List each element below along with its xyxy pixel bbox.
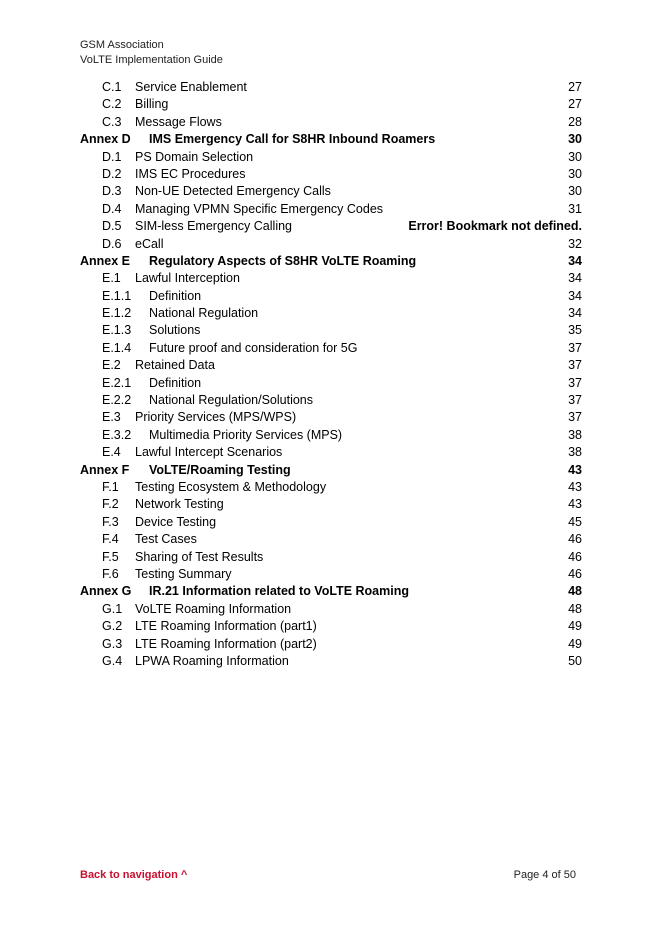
toc-entry-number: E.3	[102, 410, 121, 425]
toc-entry-title: National Regulation/Solutions	[149, 393, 313, 408]
toc-entry-title: Multimedia Priority Services (MPS)	[149, 427, 343, 442]
toc-entry-number: F.5	[102, 549, 119, 564]
toc-entry-page: 37	[568, 410, 582, 425]
toc-entry-page: 28	[568, 114, 582, 129]
toc-annex-entry[interactable]	[80, 583, 582, 600]
toc-entry-page: 30	[568, 132, 582, 147]
toc-entry-title: LPWA Roaming Information	[135, 653, 289, 668]
toc-entry-page: 32	[568, 236, 582, 251]
toc-entry-page: 50	[568, 653, 582, 668]
toc-entry[interactable]	[80, 444, 582, 461]
toc-entry[interactable]	[80, 340, 582, 357]
toc-annex-entry[interactable]	[80, 131, 582, 148]
toc-entry-number: E.4	[102, 445, 121, 460]
toc-entry[interactable]	[80, 409, 582, 426]
toc-entry-title: Billing	[135, 97, 169, 112]
toc-entry-number: E.2	[102, 358, 121, 373]
toc-annex-entry[interactable]	[80, 253, 582, 270]
toc-entry-number: E.1.2	[102, 306, 132, 321]
toc-entry-title: IR.21 Information related to VoLTE Roaming	[149, 584, 409, 599]
toc-entry-title: VoLTE Roaming Information	[135, 601, 292, 616]
toc-entry-title: IMS Emergency Call for S8HR Inbound Roamers	[149, 132, 436, 147]
toc-entry-number: D.2	[102, 166, 122, 181]
toc-entry-page: 31	[568, 201, 582, 216]
header-doc-title: VoLTE Implementation Guide	[80, 54, 223, 66]
toc-entry[interactable]	[80, 270, 582, 287]
toc-entry-number: F.2	[102, 497, 119, 512]
toc-entry-title: National Regulation	[149, 306, 259, 321]
toc-entry[interactable]	[80, 357, 582, 374]
toc-entry-title: SIM-less Emergency Calling	[135, 219, 292, 234]
toc-entry[interactable]	[80, 531, 582, 548]
toc-entry[interactable]	[80, 514, 582, 531]
toc-entry-page: 37	[568, 375, 582, 390]
toc-entry-page: 34	[568, 306, 582, 321]
toc-entry-number: D.3	[102, 184, 122, 199]
toc-entry-page: 38	[568, 445, 582, 460]
toc-entry-title: Non-UE Detected Emergency Calls	[135, 184, 331, 199]
toc-entry[interactable]	[80, 601, 582, 618]
toc-entry-title: Service Enablement	[135, 80, 247, 94]
toc-entry-title: Priority Services (MPS/WPS)	[135, 410, 297, 425]
toc-entry[interactable]	[80, 218, 582, 235]
toc-entry-number: E.1.1	[102, 288, 132, 303]
toc-entry[interactable]	[80, 653, 582, 670]
toc-entry-title: Managing VPMN Specific Emergency Codes	[135, 201, 384, 216]
toc-entry-page: 38	[568, 427, 582, 442]
toc-entry-title: Network Testing	[135, 497, 224, 512]
toc-entry-number: E.1.4	[102, 340, 132, 355]
page-number: Page 4 of 50	[513, 869, 576, 881]
toc-entry-number: C.3	[102, 114, 122, 129]
toc-entry-page: 45	[568, 514, 582, 529]
toc-entry-number: D.5	[102, 219, 122, 234]
toc-entry-page: 30	[568, 166, 582, 181]
toc-entry[interactable]	[80, 392, 582, 409]
toc-entry-title: LTE Roaming Information (part1)	[135, 619, 317, 634]
toc-entry[interactable]	[80, 79, 582, 96]
toc-entry-page: 43	[568, 497, 582, 512]
toc-entry-number: E.1.3	[102, 323, 132, 338]
toc-entry[interactable]	[80, 236, 582, 253]
toc-entry-number: F.6	[102, 566, 119, 581]
toc-entry-title: Lawful Interception	[135, 271, 240, 286]
toc-entry-page: Error! Bookmark not defined.	[408, 219, 582, 234]
toc-entry-page: 48	[568, 584, 582, 599]
toc-entry-page: 43	[568, 462, 582, 477]
toc-entry-page: 37	[568, 340, 582, 355]
toc-entry-title: Testing Summary	[135, 566, 232, 581]
toc-entry-number: F.1	[102, 479, 119, 494]
toc-entry[interactable]	[80, 636, 582, 653]
toc-entry-number: F.3	[102, 514, 119, 529]
header-org: GSM Association	[80, 39, 164, 51]
toc-entry-page: 49	[568, 636, 582, 651]
toc-entry-page: 30	[568, 184, 582, 199]
toc-entry[interactable]	[80, 375, 582, 392]
toc-entry-title: LTE Roaming Information (part2)	[135, 636, 317, 651]
toc-entry[interactable]	[80, 496, 582, 513]
toc-entry-number: E.1	[102, 271, 121, 286]
toc-entry-title: Definition	[149, 375, 202, 390]
toc-entry-page: 46	[568, 566, 582, 581]
toc-entry-number: Annex D	[80, 132, 131, 147]
toc-entry-page: 37	[568, 393, 582, 408]
toc-entry-number: Annex F	[80, 462, 130, 477]
toc-entry-page: 34	[568, 288, 582, 303]
toc-entry[interactable]	[80, 288, 582, 305]
toc-entry-number: G.3	[102, 636, 123, 651]
toc-entry-title: Solutions	[149, 323, 201, 338]
toc-entry[interactable]	[80, 618, 582, 635]
toc-entry-number: D.6	[102, 236, 122, 251]
toc-entry-page: 49	[568, 619, 582, 634]
toc-entry[interactable]	[80, 479, 582, 496]
toc-entry[interactable]	[80, 201, 582, 218]
toc-entry-number: C.2	[102, 97, 122, 112]
toc-entry-title: Retained Data	[135, 358, 215, 373]
toc-entry-title: Sharing of Test Results	[135, 549, 264, 564]
toc-entry-number: E.2.2	[102, 393, 132, 408]
toc-entry-number: G.1	[102, 601, 123, 616]
toc-entry[interactable]	[80, 166, 582, 183]
toc-entry-title: PS Domain Selection	[135, 149, 254, 164]
toc-entry-title: IMS EC Procedures	[135, 166, 246, 181]
toc-entry-page: 34	[568, 271, 582, 286]
table-of-contents	[80, 79, 582, 670]
toc-entry[interactable]	[80, 149, 582, 166]
toc-entry-number: Annex G	[80, 584, 132, 599]
page-header	[80, 38, 223, 68]
toc-entry-page: 35	[568, 323, 582, 338]
toc-entry-number: E.3.2	[102, 427, 132, 442]
toc-entry-number: Annex E	[80, 253, 131, 268]
toc-entry-title: Definition	[149, 288, 202, 303]
toc-entry-number: G.4	[102, 653, 123, 668]
toc-entry-page: 37	[568, 358, 582, 373]
toc-entry-title: Regulatory Aspects of S8HR VoLTE Roaming	[149, 253, 417, 268]
toc-entry-number: D.4	[102, 201, 122, 216]
toc-entry[interactable]	[80, 322, 582, 339]
toc-entry-title: VoLTE/Roaming Testing	[149, 462, 291, 477]
toc-entry[interactable]	[80, 96, 582, 113]
toc-entry[interactable]	[80, 183, 582, 200]
toc-entry-title: Future proof and consideration for 5G	[149, 340, 358, 355]
toc-entry-page: 30	[568, 149, 582, 164]
toc-entry[interactable]	[80, 549, 582, 566]
toc-entry[interactable]	[80, 566, 582, 583]
toc-entry-page: 43	[568, 479, 582, 494]
toc-entry-title: Device Testing	[135, 514, 217, 529]
toc-entry-page: 46	[568, 532, 582, 547]
toc-entry-title: Message Flows	[135, 114, 222, 129]
toc-entry-page: 27	[568, 80, 582, 94]
toc-entry-title: eCall	[135, 236, 164, 251]
toc-entry[interactable]	[80, 305, 582, 322]
toc-entry-number: C.1	[102, 80, 122, 94]
toc-entry-page: 34	[568, 253, 582, 268]
toc-entry-page: 48	[568, 601, 582, 616]
toc-entry[interactable]	[80, 427, 582, 444]
toc-entry-page: 46	[568, 549, 582, 564]
toc-entry-title: Lawful Intercept Scenarios	[135, 445, 283, 460]
toc-annex-entry[interactable]	[80, 462, 582, 479]
toc-entry-number: E.2.1	[102, 375, 132, 390]
toc-entry-number: F.4	[102, 532, 119, 547]
toc-entry[interactable]	[80, 114, 582, 131]
toc-entry-title: Test Cases	[135, 532, 197, 547]
toc-entry-page: 27	[568, 97, 582, 112]
toc-entry-number: D.1	[102, 149, 122, 164]
back-to-navigation-link[interactable]: Back to navigation ^	[80, 869, 188, 881]
toc-entry-title: Testing Ecosystem & Methodology	[135, 479, 327, 494]
toc-entry-number: G.2	[102, 619, 123, 634]
